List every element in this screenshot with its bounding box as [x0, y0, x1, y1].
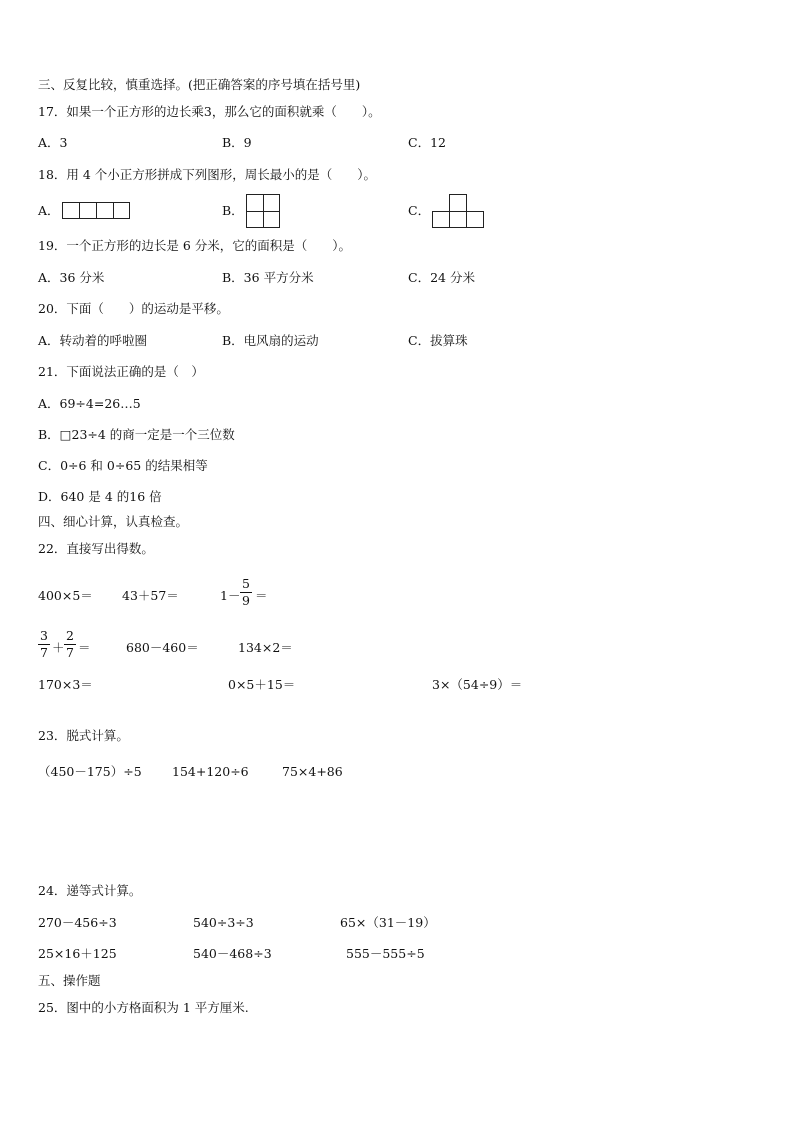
q18-option-a[interactable]: A．	[38, 203, 60, 218]
q18-option-b[interactable]: B．	[222, 203, 244, 218]
question-24-stem: 24．递等式计算。	[38, 883, 142, 898]
q22-expr-4-equals: ＝	[78, 640, 91, 655]
q22-expr-7: 170×3＝	[38, 677, 93, 692]
question-22-stem: 22．直接写出得数。	[38, 541, 154, 556]
q21-option-b[interactable]: B．□23÷4 的商一定是一个三位数	[38, 427, 235, 442]
q22-expr-1: 400×5＝	[38, 588, 93, 603]
q21-option-d[interactable]: D．640 是 4 的16 倍	[38, 489, 162, 504]
fraction-denominator: 7	[40, 645, 48, 660]
q17-option-c[interactable]: C．12	[408, 135, 446, 150]
q23-expr-3: 75×4+86	[282, 764, 343, 779]
q17-option-b[interactable]: B．9	[222, 135, 252, 150]
q24-expr-3: 65×（31－19）	[340, 915, 436, 930]
fraction-numerator: 2	[66, 628, 74, 643]
question-18-stem: 18．用 4 个小正方形拼成下列图形，周长最小的是（ ）。	[38, 167, 377, 182]
q23-expr-1: （450－175）÷5	[38, 764, 142, 779]
q22-expr-3-whole: 1－	[220, 588, 241, 603]
q22-fraction-3-7	[38, 629, 50, 660]
q22-expr-6: 134×2＝	[238, 640, 293, 655]
q19-option-b[interactable]: B．36 平方分米	[222, 270, 314, 285]
q24-expr-6: 555－555÷5	[346, 946, 425, 961]
question-23-stem: 23．脱式计算。	[38, 728, 129, 743]
question-25-stem: 25．图中的小方格面积为 1 平方厘米.	[38, 1000, 249, 1015]
q23-expr-2: 154+120÷6	[172, 764, 249, 779]
q19-option-c[interactable]: C．24 分米	[408, 270, 475, 285]
question-19-stem: 19．一个正方形的边长是 6 分米，它的面积是（ ）。	[38, 238, 352, 253]
section-heading-5: 五、操作题	[38, 973, 101, 988]
q22-fraction-5-9	[240, 577, 252, 608]
q22-expr-8: 0×5＋15＝	[228, 677, 296, 692]
q22-expr-3-equals: ＝	[255, 588, 268, 603]
q18-figure-c-t-shape	[432, 194, 484, 228]
q20-option-a[interactable]: A．转动着的呼啦圈	[38, 333, 148, 348]
q18-figure-a-strip	[62, 202, 130, 219]
question-20-stem: 20．下面（ ）的运动是平移。	[38, 301, 229, 316]
q21-option-a[interactable]: A．69÷4=26…5	[38, 396, 141, 411]
q22-expr-2: 43＋57＝	[122, 588, 179, 603]
section-heading-3: 三、反复比较，慎重选择。(把正确答案的序号填在括号里)	[38, 77, 361, 92]
q22-expr-5: 680－460＝	[126, 640, 199, 655]
fraction-numerator: 5	[242, 576, 250, 591]
q24-expr-1: 270－456÷3	[38, 915, 117, 930]
fraction-numerator: 3	[40, 628, 48, 643]
question-21-stem: 21．下面说法正确的是（ ）	[38, 364, 204, 379]
q24-expr-2: 540÷3÷3	[193, 915, 254, 930]
q20-option-c[interactable]: C．拔算珠	[408, 333, 468, 348]
q24-expr-5: 540－468÷3	[193, 946, 272, 961]
fraction-denominator: 9	[242, 593, 250, 608]
q22-plus-sign: ＋	[52, 640, 65, 655]
section-heading-4: 四、细心计算，认真检查。	[38, 514, 189, 529]
q20-option-b[interactable]: B．电风扇的运动	[222, 333, 319, 348]
q24-expr-4: 25×16＋125	[38, 946, 117, 961]
q22-fraction-2-7	[64, 629, 76, 660]
q18-option-c[interactable]: C．	[408, 203, 431, 218]
fraction-denominator: 7	[66, 645, 74, 660]
q22-expr-9: 3×（54÷9）＝	[432, 677, 523, 692]
q21-option-c[interactable]: C．0÷6 和 0÷65 的结果相等	[38, 458, 208, 473]
q18-figure-b-square	[246, 194, 280, 228]
question-17-stem: 17．如果一个正方形的边长乘3，那么它的面积就乘（ ）。	[38, 104, 381, 119]
q19-option-a[interactable]: A．36 分米	[38, 270, 105, 285]
q17-option-a[interactable]: A．3	[38, 135, 68, 150]
